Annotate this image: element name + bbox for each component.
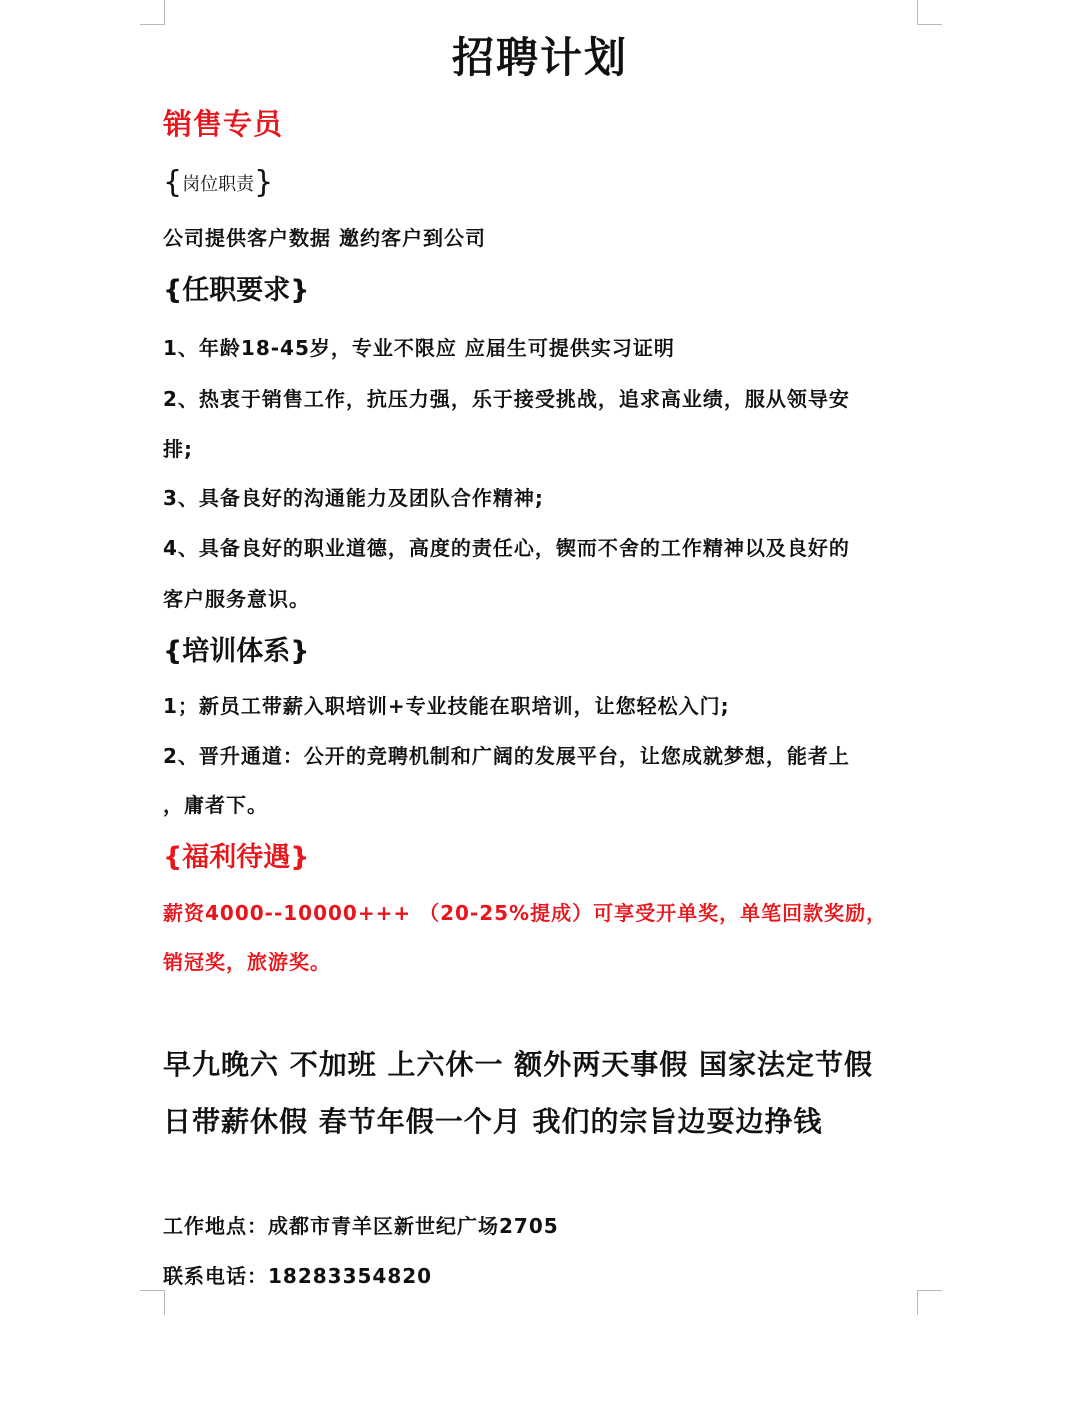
requirement-item-3: 3、具备良好的沟通能力及团队合作精神;: [163, 486, 544, 510]
work-address: 工作地点：成都市青羊区新世纪广场2705: [163, 1214, 559, 1238]
duties-heading: [163, 163, 273, 205]
training-item-1: 1；新员工带薪入职培训+专业技能在职培训，让您轻松入门;: [163, 694, 730, 718]
crop-mark-bottom-left: [140, 1290, 165, 1315]
crop-mark-top-right: [917, 0, 942, 25]
training-item-2: 2、晋升通道：公开的竞聘机制和广阔的发展平台，让您成就梦想，能者上: [163, 744, 850, 768]
requirement-item-4-cont: 客户服务意识。: [163, 587, 310, 611]
job-title: 销售专员: [163, 107, 284, 141]
duties-brace-open: {: [163, 165, 183, 200]
benefits-item-1: 薪资4000--10000+++ （20-25%提成）可享受开单奖，单笔回款奖励，: [163, 901, 888, 925]
duties-text: 公司提供客户数据 邀约客户到公司: [163, 226, 486, 250]
training-item-2-cont: ，庸者下。: [163, 793, 268, 817]
requirement-item-2-cont: 排;: [163, 437, 193, 461]
duties-brace-close: }: [254, 165, 274, 200]
duties-heading-label: 岗位职责: [182, 174, 255, 195]
crop-mark-bottom-right: [917, 1290, 942, 1315]
page-title: 招聘计划: [451, 33, 628, 82]
training-heading: {培训体系}: [163, 636, 310, 667]
schedule-line-1: 早九晚六 不加班 上六休一 额外两天事假 国家法定节假: [163, 1048, 873, 1081]
schedule-line-2: 日带薪休假 春节年假一个月 我们的宗旨边耍边挣钱: [163, 1105, 823, 1138]
requirements-heading: {任职要求}: [163, 275, 310, 306]
contact-phone: 联系电话：18283354820: [163, 1264, 433, 1288]
benefits-item-2: 销冠奖，旅游奖。: [163, 950, 331, 974]
benefits-heading: {福利待遇}: [163, 842, 310, 873]
crop-mark-top-left: [140, 0, 165, 25]
requirement-item-2: 2、热衷于销售工作，抗压力强，乐于接受挑战，追求高业绩，服从领导安: [163, 387, 850, 411]
requirement-item-1: 1、年龄18-45岁，专业不限应 应届生可提供实习证明: [163, 336, 675, 360]
requirement-item-4: 4、具备良好的职业道德，高度的责任心，锲而不舍的工作精神以及良好的: [163, 536, 850, 560]
